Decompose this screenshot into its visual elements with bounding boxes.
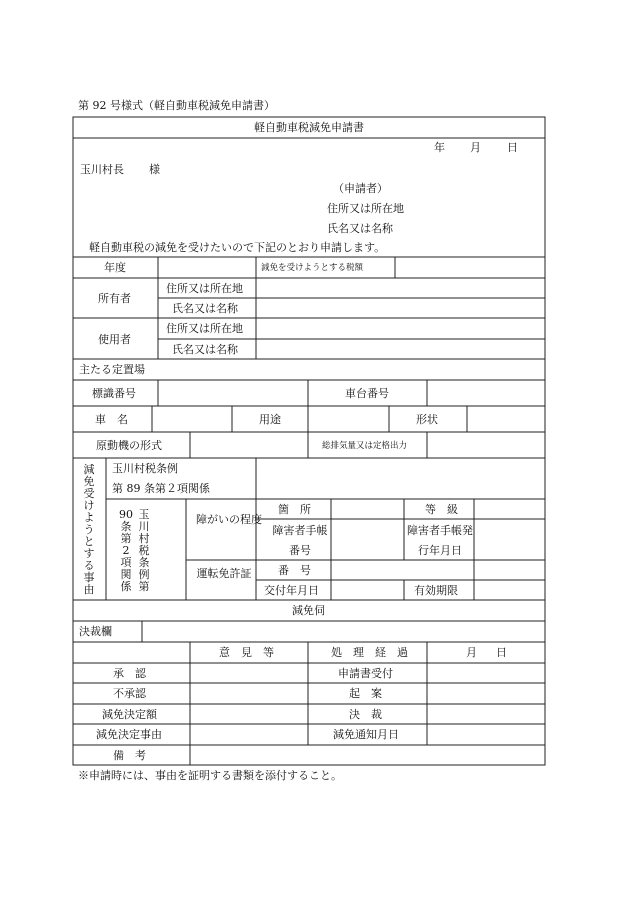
ordinance-line1: 玉川村税条例 bbox=[112, 462, 178, 475]
user-name-label: 氏名又は名称 bbox=[172, 343, 238, 356]
date-month-label: 月 bbox=[470, 141, 481, 154]
owner-label: 所有者 bbox=[98, 292, 131, 305]
shape-label: 形状 bbox=[416, 413, 438, 426]
storage-label: 主たる定置場 bbox=[79, 363, 145, 376]
ordinance90-col-a: 90条第2項関係 bbox=[119, 508, 133, 593]
user-address-label: 住所又は所在地 bbox=[166, 322, 243, 335]
handbook-issue-date-label: 障害者手帳発行年月日 bbox=[407, 524, 473, 557]
process-day-label: 日 bbox=[496, 646, 507, 659]
reason-vertical-label: 減免受けようとする事由 bbox=[83, 463, 95, 596]
remarks-label: 備 考 bbox=[113, 749, 146, 762]
grade-label: 等 級 bbox=[425, 503, 458, 516]
form-title: 軽自動車税減免申請書 bbox=[254, 121, 364, 134]
decision-label: 決 裁 bbox=[349, 708, 382, 721]
date-year-label: 年 bbox=[434, 141, 445, 154]
license-expiry-label: 有効期限 bbox=[414, 584, 458, 597]
driver-license-label: 運転免許証 bbox=[196, 567, 252, 580]
purpose-label: 用途 bbox=[259, 413, 281, 426]
owner-address-label: 住所又は所在地 bbox=[166, 282, 243, 295]
reject-label: 不承認 bbox=[113, 687, 146, 700]
draft-label: 起 案 bbox=[349, 687, 382, 700]
date-day-label: 日 bbox=[507, 141, 518, 154]
decided-amount-label: 減免決定額 bbox=[102, 708, 157, 721]
chassis-number-label: 車台番号 bbox=[345, 387, 389, 400]
license-issue-date-label: 交付年月日 bbox=[264, 584, 319, 597]
handbook-number-label: 障害者手帳番号 bbox=[272, 524, 328, 557]
user-label: 使用者 bbox=[98, 333, 131, 346]
engine-type-label: 原動機の形式 bbox=[96, 439, 162, 452]
process-history-header: 処 理 経 過 bbox=[331, 646, 408, 659]
decided-reason-label: 減免決定事由 bbox=[96, 728, 162, 741]
application-received-label: 申請書受付 bbox=[338, 667, 393, 680]
vehicle-name-label: 車 名 bbox=[95, 413, 128, 426]
approve-label: 承 認 bbox=[113, 667, 146, 680]
disability-degree-label: 障がいの程度 bbox=[196, 513, 262, 526]
notice-date-label: 減免通知月日 bbox=[333, 728, 399, 741]
license-number-label: 番 号 bbox=[278, 564, 311, 577]
applicant-address-label: 住所又は所在地 bbox=[327, 202, 404, 215]
exemption-inquiry-title: 減免伺 bbox=[292, 604, 325, 617]
process-month-label: 月 bbox=[466, 646, 477, 659]
owner-name-label: 氏名又は名称 bbox=[172, 302, 238, 315]
location-label: 箇 所 bbox=[278, 503, 311, 516]
decision-column-label: 決裁欄 bbox=[79, 625, 112, 638]
form-number: 第 92 号様式（軽自動車税減免申請書） bbox=[78, 99, 275, 112]
ordinance-line2: 第 89 条第２項関係 bbox=[112, 482, 210, 495]
footnote: ※申請時には、事由を証明する書類を添付すること。 bbox=[78, 769, 342, 782]
fiscal-year-label: 年度 bbox=[104, 261, 126, 274]
intro-text: 軽自動車税の減免を受けたいので下記のとおり申請します。 bbox=[89, 241, 386, 254]
addressee: 玉川村長 bbox=[80, 163, 124, 176]
opinion-header: 意 見 等 bbox=[219, 646, 274, 659]
ordinance90-col-b: 玉川村税条例第 bbox=[138, 508, 150, 593]
plate-number-label: 標識番号 bbox=[92, 387, 136, 400]
displacement-label: 総排気量又は定格出力 bbox=[322, 441, 408, 451]
applicant-label: （申請者） bbox=[333, 182, 388, 195]
honorific: 様 bbox=[149, 163, 160, 176]
tax-amount-label: 減免を受けようとする税額 bbox=[261, 263, 364, 273]
applicant-name-label: 氏名又は名称 bbox=[327, 222, 393, 235]
